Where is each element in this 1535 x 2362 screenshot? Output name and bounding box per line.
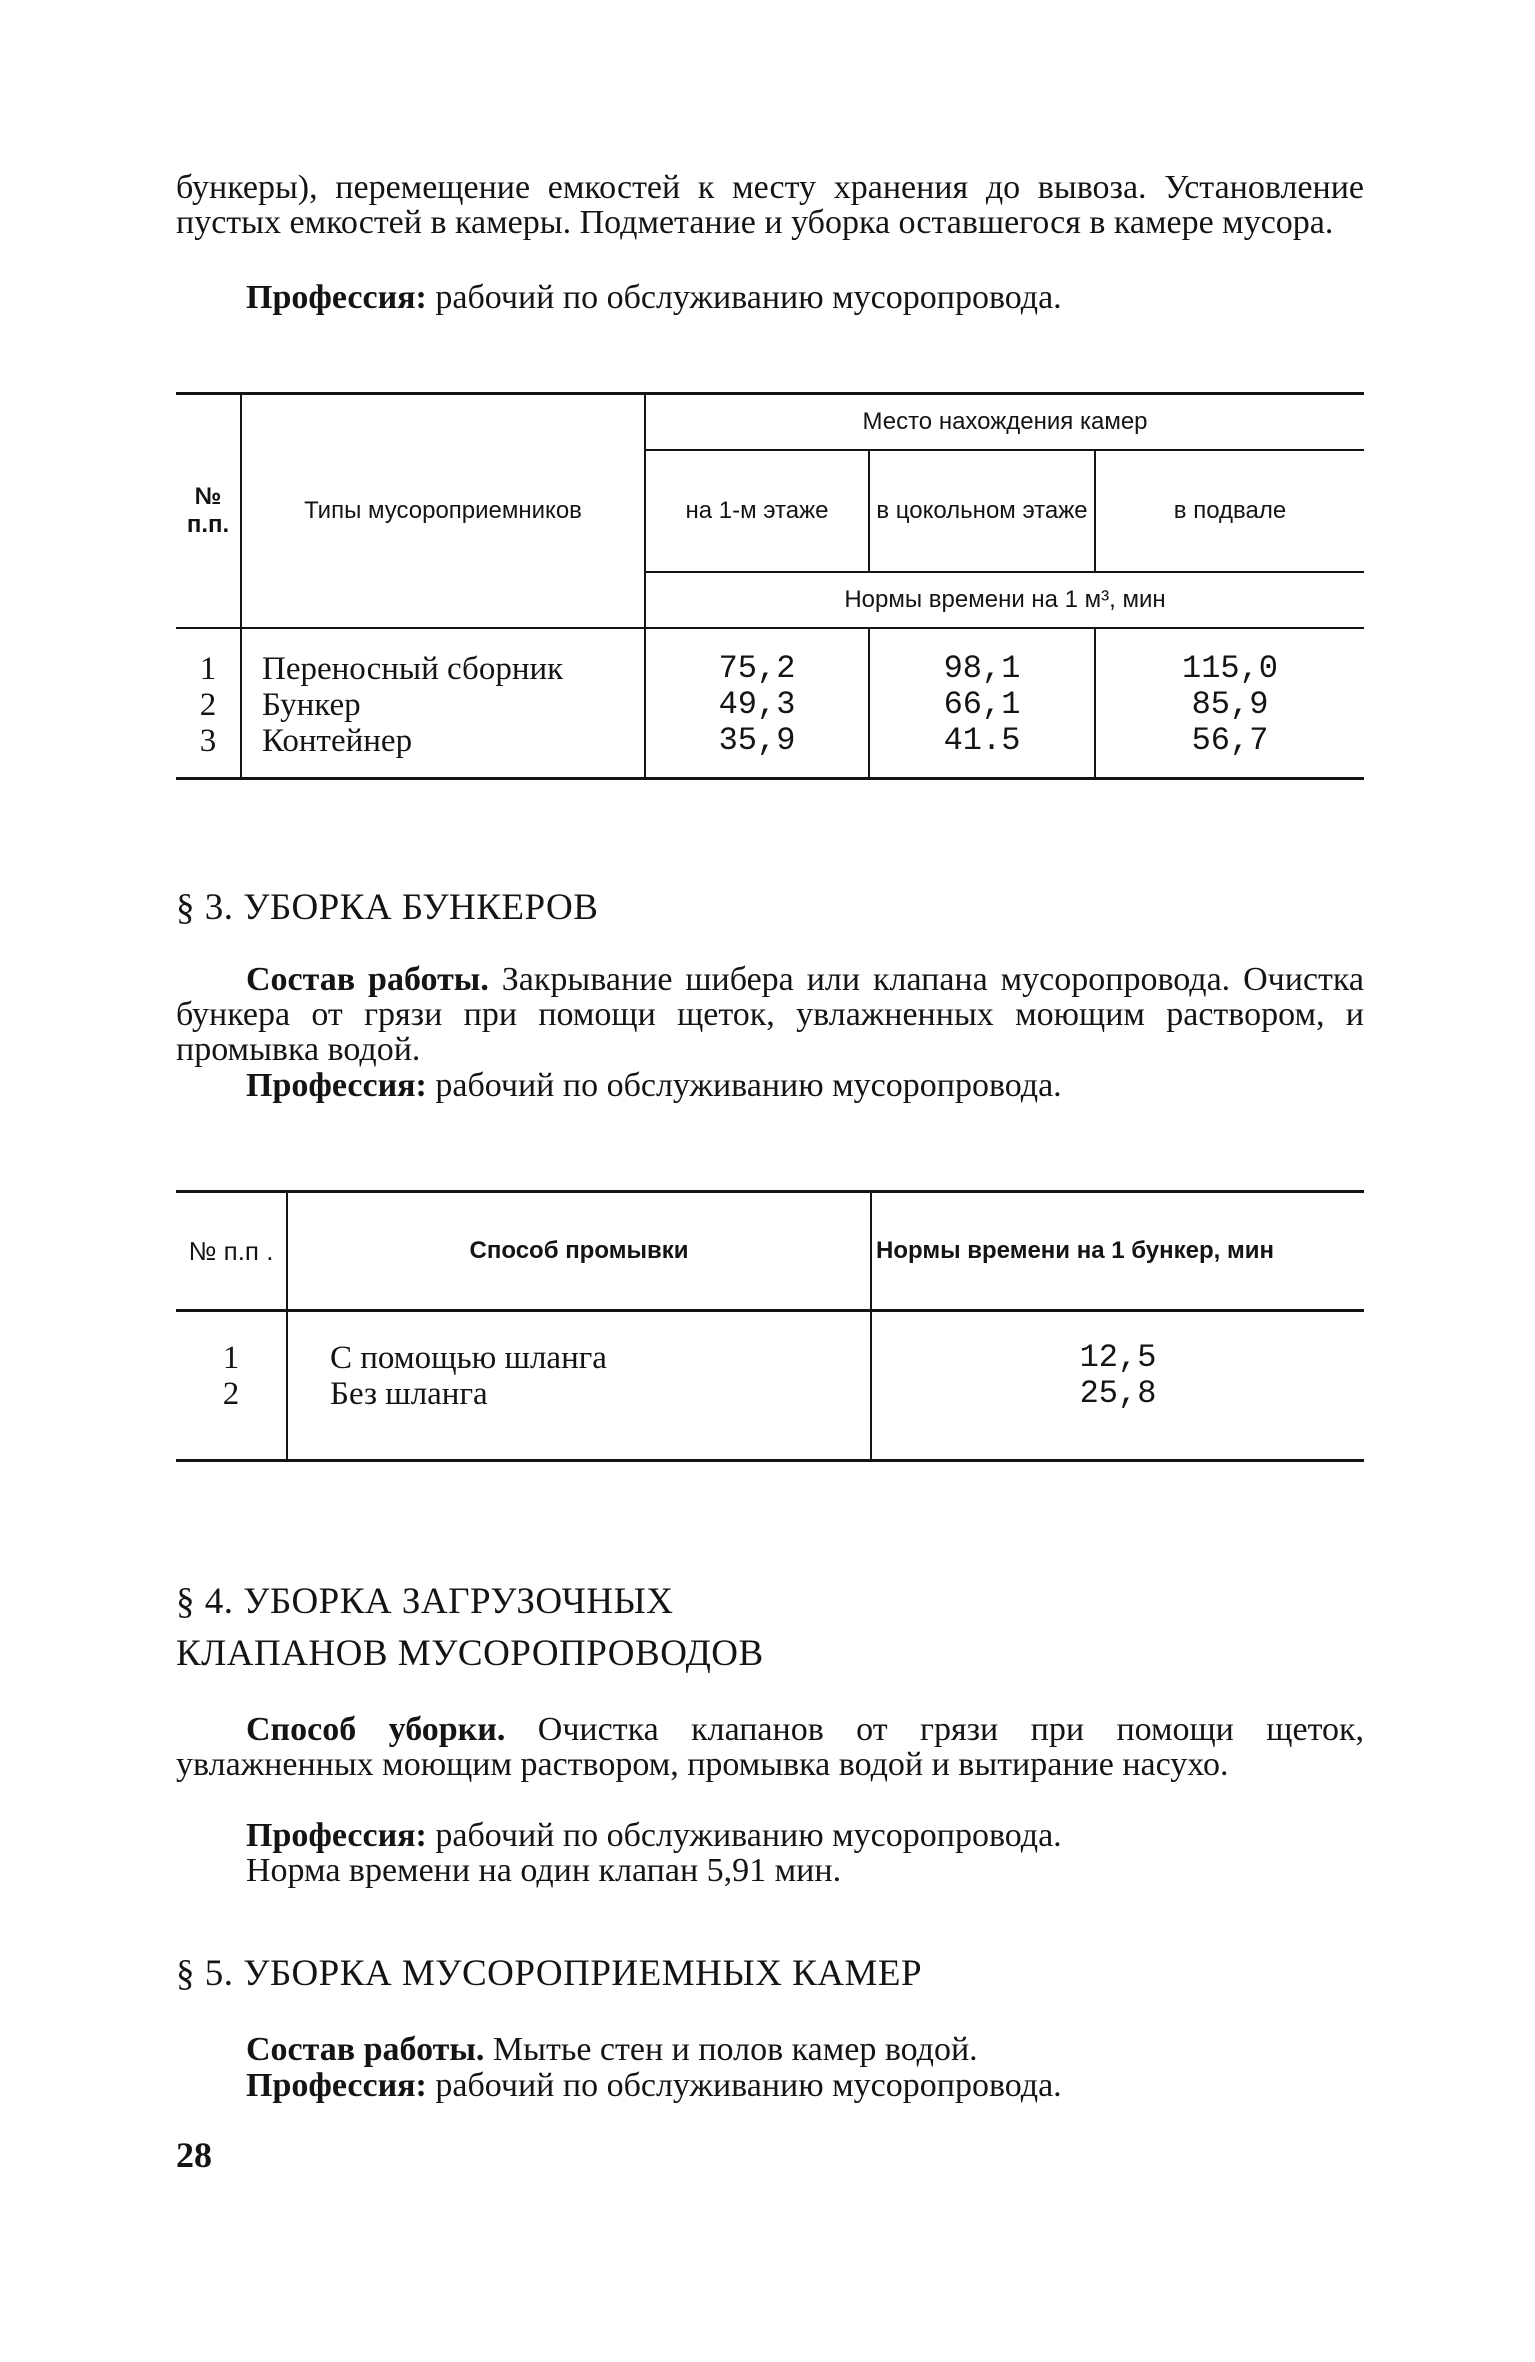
num-column (176, 1311, 287, 1461)
profession-text: рабочий по обслуживанию мусоропровода. (435, 1817, 1062, 1854)
row-value: 75,2 (718, 650, 796, 687)
profession-text: рабочий по обслуживанию мусоропровода. (435, 2067, 1062, 2104)
col-header-type: Типы мусороприемников (241, 394, 645, 629)
col-header-num: № п.п . (176, 1192, 287, 1311)
row-name: Контейнер (262, 723, 413, 759)
profession-text: рабочий по обслуживанию мусоропровода. (435, 1067, 1062, 1104)
row-value: 12,5 (1079, 1339, 1157, 1376)
method-column (287, 1311, 871, 1461)
section-3-work (176, 962, 1364, 1067)
profession-label: Профессия: (246, 1817, 427, 1854)
profession-label: Профессия: (246, 279, 427, 316)
section-4-method (176, 1712, 1364, 1782)
col-header-first-floor: на 1-м этаже (645, 450, 869, 572)
row-num: 3 (199, 723, 217, 759)
first-floor-column (645, 628, 869, 779)
section-5-title: § 5. УБОРКА МУСОРОПРИЕМНЫХ КАМЕР (176, 1953, 923, 1994)
col-header-basement-floor: в цокольном этаже (869, 450, 1095, 572)
flushing-norms-table (176, 1190, 1364, 1462)
page-number: 28 (176, 2135, 212, 2175)
row-name: Бункер (262, 687, 361, 723)
cellar-column (1095, 628, 1364, 779)
section-4-title (176, 1576, 764, 1680)
section-4-title-line-1: § 4. УБОРКА ЗАГРУЗОЧНЫХ (176, 1581, 674, 1622)
profession-label: Профессия: (246, 2067, 427, 2104)
row-value: 85,9 (1191, 686, 1269, 723)
method-label: Способ уборки. (246, 1711, 506, 1748)
col-header-num: № п.п. (176, 394, 241, 629)
row-method: Без шланга (330, 1376, 488, 1412)
table-body (176, 1311, 1364, 1461)
col-header-cellar: в подвале (1095, 450, 1364, 572)
row-value: 25,8 (1079, 1375, 1157, 1412)
row-value: 66,1 (943, 686, 1021, 723)
row-method: С помощью шланга (330, 1340, 607, 1376)
type-column (241, 628, 645, 779)
norm-column (871, 1311, 1364, 1461)
table-body (176, 628, 1364, 779)
intro-paragraph (176, 170, 1364, 240)
row-num: 2 (222, 1376, 240, 1412)
num-column (176, 628, 241, 779)
work-label: Состав работы. (246, 961, 489, 998)
work-text: Закрывание шибера или клапана мусоропровода. Очистка бункера от грязи при помощи щеток, увлажненных моющим раствором, и промывка водой. (176, 961, 1364, 1068)
intro-profession (176, 280, 1364, 315)
section-4-profession (176, 1818, 1364, 1853)
row-value: 56,7 (1191, 722, 1269, 759)
basement-floor-column (869, 628, 1095, 779)
row-value: 35,9 (718, 722, 796, 759)
col-header-location: Место нахождения камер (645, 394, 1364, 451)
waste-receiver-norms-table (176, 392, 1364, 780)
col-header-method: Способ промывки (287, 1192, 871, 1311)
section-4-title-line-2: КЛАПАНОВ МУСОРОПРОВОДОВ (176, 1633, 764, 1674)
col-header-norm: Нормы времени на 1 бункер, мин (871, 1192, 1364, 1311)
row-value: 49,3 (718, 686, 796, 723)
method-text: Очистка клапанов от грязи при помощи щеток, увлажненных моющим раствором, промывка водой и вытирание насухо. (176, 1711, 1364, 1783)
row-num: 1 (222, 1340, 240, 1376)
row-num: 2 (199, 687, 217, 723)
row-value: 98,1 (943, 650, 1021, 687)
intro-text: бункеры), перемещение емкостей к месту хранения до вывоза. Установление пустых емкостей в камеры. Подметание и уборка оставшегося в камере мусора. (176, 169, 1364, 241)
profession-label: Профессия: (246, 1067, 427, 1104)
section-5-work (176, 2032, 1364, 2067)
work-text: Мытье стен и полов камер водой. (492, 2031, 978, 2068)
col-header-norms: Нормы времени на 1 м³, мин (645, 572, 1364, 628)
section-3-profession (176, 1068, 1364, 1103)
row-value: 115,0 (1181, 650, 1278, 687)
profession-text: рабочий по обслуживанию мусоропровода. (435, 279, 1062, 316)
norm-text: Норма времени на один клапан 5,91 мин. (246, 1852, 842, 1889)
section-4-norm (176, 1853, 1364, 1888)
row-name: Переносный сборник (262, 651, 564, 687)
section-3-title: § 3. УБОРКА БУНКЕРОВ (176, 887, 599, 928)
section-5-profession (176, 2068, 1364, 2103)
row-value: 41.5 (943, 722, 1021, 759)
work-label: Состав работы. (246, 2031, 485, 2068)
row-num: 1 (199, 651, 217, 687)
